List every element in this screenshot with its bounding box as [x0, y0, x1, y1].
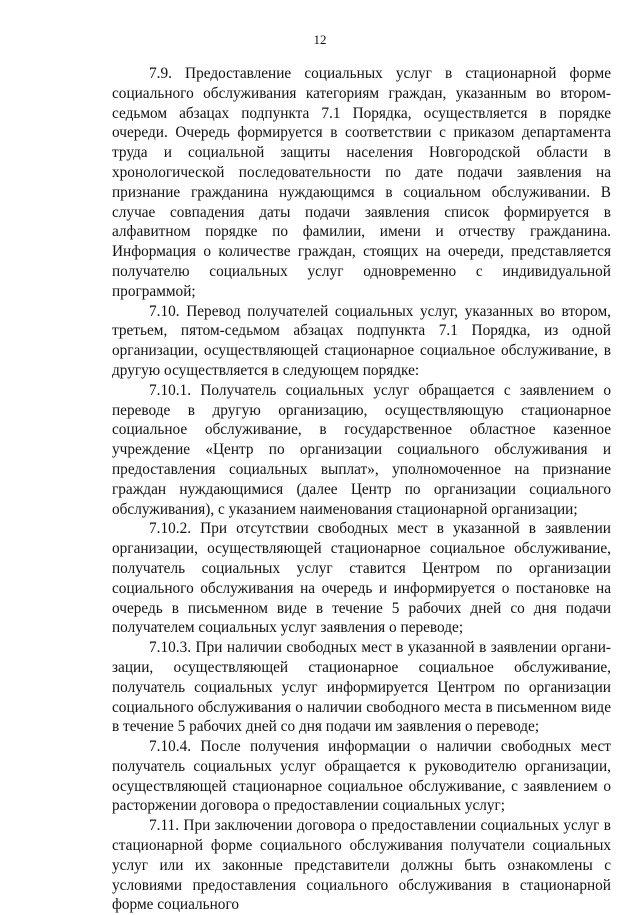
paragraph-7-9: 7.9. Предоставление социальных услуг в стационарной форме социального обслуживания категориям граждан, указанным во втором-седьмом абзацах подпункта 7.1 Порядка, осуществляется в порядке очереди. Очередь формируется в соответствии с приказом департамента труда и социальной защиты населения Новгородской области в хронологической последовательности по дате подачи заявления на признание гражданина нуждающимся в социальном обслуживании. В случае совпадения даты подачи заявления список формируется в алфавитном порядке по фамилии, имени и отчеству гражданина. Информация о количестве граждан, стоящих на очереди, представляется получателю социальных услуг одновременно с индивидуальной программой;	[112, 65, 611, 300]
paragraph-7-10-2: 7.10.2. При отсутствии свободных мест в указанной в заявлении организации, осуществляющей стационарное социальное обслуживание, получатель социальных услуг ставится Центром по организации социального обслуживания на очередь и информируется о постановке на очередь в письменном виде в течение 5 рабочих дней со дня подачи получателем социальных услуг заявления о переводе;	[112, 520, 611, 637]
page-number: 12	[313, 32, 327, 47]
paragraph-7-11: 7.11. При заключении договора о предоставлении социальных услуг в стационарной форме социального обслуживания получатели социальных услуг или их законные представители должны быть ознакомлены с условиями предоставления социального обслуживания в стационарной форме социального	[112, 817, 611, 914]
paragraph-7-10-3: 7.10.3. При наличии свободных мест в указанной в заявлении организации, осуществляющей стационарное социальное обслуживание, получатель социальных услуг информируется Центром по организации социального обслуживания о наличии свободного места в письменном виде в течение 5 рабочих дней со дня подачи им заявления о переводе;	[112, 639, 611, 736]
paragraph-7-10-1: 7.10.1. Получатель социальных услуг обращается с заявлением о переводе в другую организацию, осуществляющую стационарное социальное обслуживание, в государственное областное казенное учреждение «Центр по организации социального обслуживания и предоставления социальных выплат», уполномоченное на признание граждан нуждающимися (далее Центр по организации социального обслуживания), с указанием наименования стационарной организации;	[112, 381, 611, 518]
paragraph-7-10-4: 7.10.4. После получения информации о наличии свободных мест получатель социальных услуг обращается к руководителю организации, осуществляющей стационарное социальное обслуживание, с заявлением о расторжении договора о предоставлении социальных услуг;	[112, 738, 611, 815]
document-body	[112, 64, 611, 915]
paragraph-7-10: 7.10. Перевод получателей социальных услуг, указанных во втором, третьем, пятом-седьмом абзацах подпункта 7.1 Порядка, из одной организации, осуществляющей стационарное социальное обслуживание, в другую осуществляется в следующем порядке:	[112, 302, 611, 379]
